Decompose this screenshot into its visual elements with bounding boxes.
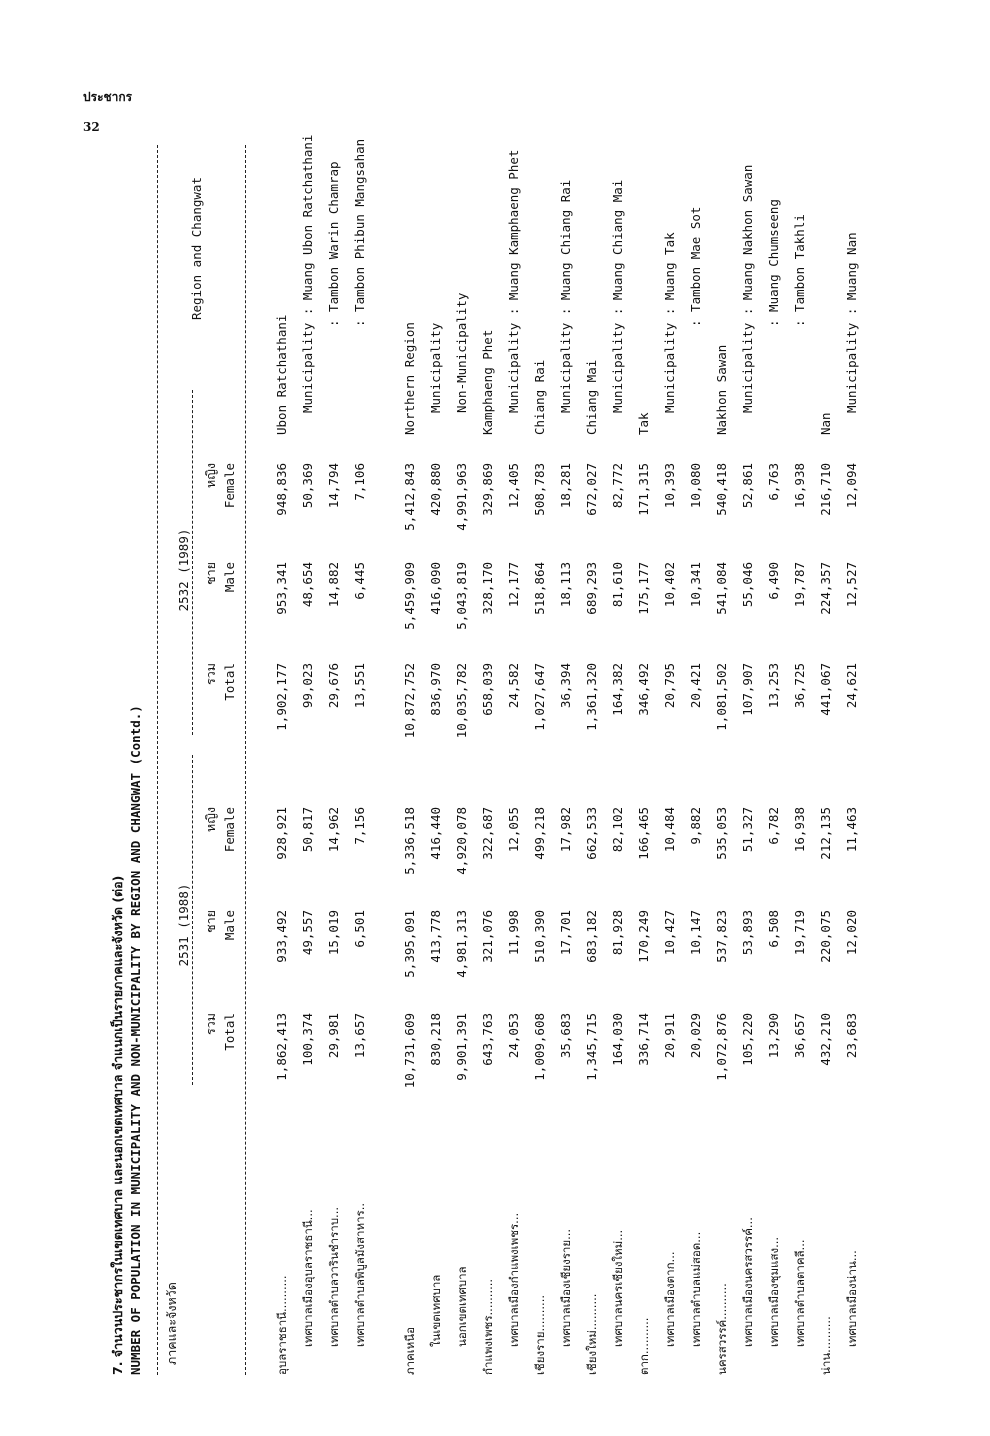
cell-col-4: 13,253: [766, 663, 781, 709]
row-label-english: : Tambon Warin Chamrap: [326, 161, 341, 327]
cell-col-4: 20,795: [662, 663, 677, 709]
row-label-english: Chiang Mai: [584, 359, 599, 435]
row-label-english: : Tambon Phibun Mangsahan: [352, 138, 367, 327]
row-label-english: Chiang Rai: [532, 359, 547, 435]
cell-col-2: 17,701: [558, 910, 573, 956]
col-header-3-en: Female: [222, 807, 237, 853]
row-label-thai: นครสวรรค์..........: [715, 1283, 729, 1375]
row-label-thai: เทศบาลเมืองอุบลราชธานี...: [301, 1209, 315, 1347]
row-label-thai: เทศบาลเมืองน่าน...: [845, 1250, 859, 1347]
row-label-english: Municipality : Muang Chiang Mai: [610, 179, 625, 413]
row-label-thai: เทศบาลตำบลตาคลี...: [793, 1239, 807, 1347]
cell-col-6: 16,938: [792, 463, 807, 509]
row-label-thai: เทศบาลตำบลแม่สอด...: [689, 1231, 703, 1347]
cell-col-5: 12,177: [506, 562, 521, 608]
cell-col-6: 508,783: [532, 463, 547, 516]
cell-col-5: 14,882: [326, 562, 341, 608]
cell-col-2: 49,557: [300, 910, 315, 956]
row-label-thai: เทศบาลตำบลพิบูลมังสาหาร..: [353, 1202, 367, 1347]
cell-col-3: 662,533: [584, 807, 599, 860]
cell-col-3: 6,782: [766, 807, 781, 845]
cell-col-5: 518,864: [532, 562, 547, 615]
cell-col-2: 683,182: [584, 910, 599, 963]
cell-col-6: 948,836: [274, 463, 289, 516]
cell-col-5: 81,610: [610, 562, 625, 608]
row-label-english: Municipality : Muang Chiang Rai: [558, 179, 573, 413]
cell-col-2: 170,249: [636, 910, 651, 963]
cell-col-5: 328,170: [480, 562, 495, 615]
row-label-english: Municipality : Muang Nakhon Sawan: [740, 164, 755, 413]
cell-col-6: 5,412,843: [402, 463, 417, 531]
cell-col-6: 420,880: [428, 463, 443, 516]
rotated-table: [100, 65, 880, 1375]
cell-col-6: 329,869: [480, 463, 495, 516]
cell-col-4: 29,676: [326, 663, 341, 709]
cell-col-1: 20,911: [662, 1013, 677, 1059]
table-title-english: NUMBER OF POPULATION IN MUNICIPALITY AND NON-MUNICIPALITY BY REGION AND CHANGWAT (Contd.): [128, 705, 143, 1375]
cell-col-5: 953,341: [274, 562, 289, 615]
cell-col-5: 6,490: [766, 562, 781, 600]
cell-col-1: 1,862,413: [274, 1013, 289, 1081]
cell-col-5: 224,357: [818, 562, 833, 615]
year-1989-header: 2532 (1989): [176, 528, 191, 612]
col-header-1-en: Total: [222, 1013, 237, 1051]
cell-col-4: 658,039: [480, 663, 495, 716]
cell-col-1: 1,009,608: [532, 1013, 547, 1081]
cell-col-5: 10,402: [662, 562, 677, 608]
row-label-thai: นอกเขตเทศบาล: [455, 1266, 469, 1347]
cell-col-3: 5,336,518: [402, 807, 417, 875]
cell-col-6: 10,080: [688, 463, 703, 509]
top-rule: [157, 145, 158, 1375]
cell-col-2: 5,395,091: [402, 910, 417, 978]
cell-col-3: 499,218: [532, 807, 547, 860]
cell-col-5: 689,293: [584, 562, 599, 615]
cell-col-2: 53,893: [740, 910, 755, 956]
row-label-english: Tak: [636, 412, 651, 435]
cell-col-5: 541,084: [714, 562, 729, 615]
cell-col-6: 7,106: [352, 463, 367, 501]
cell-col-1: 336,714: [636, 1013, 651, 1066]
cell-col-1: 36,657: [792, 1013, 807, 1059]
cell-col-1: 20,029: [688, 1013, 703, 1059]
year-1989-rule: [192, 390, 193, 735]
cell-col-1: 13,657: [352, 1013, 367, 1059]
col-header-3-th: หญิง: [203, 807, 218, 832]
cell-col-5: 416,090: [428, 562, 443, 615]
row-label-english: Municipality : Muang Ubon Ratchathani: [300, 134, 315, 413]
row-label-english: Northern Region: [402, 322, 417, 435]
col-header-1-th: รวม: [203, 1013, 218, 1035]
row-label-english: Municipality : Muang Tak: [662, 232, 677, 413]
cell-col-4: 10,035,782: [454, 663, 469, 739]
row-label-thai: เทศบาลเมืองเชียงราย...: [559, 1228, 573, 1347]
cell-col-3: 16,938: [792, 807, 807, 853]
cell-col-4: 10,872,752: [402, 663, 417, 739]
row-label-english: Kamphaeng Phet: [480, 329, 495, 435]
cell-col-6: 18,281: [558, 463, 573, 509]
row-label-thai: เทศบาลเมืองชุมแสง...: [767, 1236, 781, 1347]
cell-col-4: 107,907: [740, 663, 755, 716]
row-label-thai: เทศบาลเมืองนครสวรรค์...: [741, 1217, 755, 1347]
cell-col-4: 1,081,502: [714, 663, 729, 731]
cell-col-2: 537,823: [714, 910, 729, 963]
cell-col-6: 540,418: [714, 463, 729, 516]
row-label-english: : Muang Chumseeng: [766, 199, 781, 327]
cell-col-2: 15,019: [326, 910, 341, 956]
cell-col-1: 29,981: [326, 1013, 341, 1059]
cell-col-3: 212,135: [818, 807, 833, 860]
cell-col-3: 9,882: [688, 807, 703, 845]
row-label-thai: เทศบาลตำบลวารินชำราบ...: [327, 1206, 341, 1347]
cell-col-5: 12,527: [844, 562, 859, 608]
cell-col-1: 35,683: [558, 1013, 573, 1059]
col-header-5-en: Male: [222, 562, 237, 593]
cell-col-1: 100,374: [300, 1013, 315, 1066]
cell-col-6: 6,763: [766, 463, 781, 501]
row-label-english: : Tambon Takhli: [792, 214, 807, 327]
cell-col-4: 20,421: [688, 663, 703, 709]
cell-col-2: 6,508: [766, 910, 781, 948]
cell-col-4: 836,970: [428, 663, 443, 716]
cell-col-4: 36,725: [792, 663, 807, 709]
cell-col-2: 12,020: [844, 910, 859, 956]
cell-col-2: 4,981,313: [454, 910, 469, 978]
cell-col-5: 48,654: [300, 562, 315, 608]
cell-col-2: 413,778: [428, 910, 443, 963]
row-label-thai: น่าน..........: [819, 1316, 833, 1375]
row-label-thai: ในเขตเทศบาล: [429, 1274, 443, 1347]
row-label-thai: ภาคเหนือ: [403, 1326, 417, 1375]
col-header-4-th: รวม: [203, 663, 218, 685]
col-header-6-th: หญิง: [203, 463, 218, 488]
cell-col-3: 17,982: [558, 807, 573, 853]
cell-col-6: 12,405: [506, 463, 521, 509]
cell-col-3: 82,102: [610, 807, 625, 853]
cell-col-2: 6,501: [352, 910, 367, 948]
cell-col-4: 346,492: [636, 663, 651, 716]
cell-col-4: 13,551: [352, 663, 367, 709]
cell-col-6: 82,772: [610, 463, 625, 509]
cell-col-3: 10,484: [662, 807, 677, 853]
row-label-thai: กำแพงเพชร..........: [481, 1278, 495, 1375]
cell-col-4: 24,582: [506, 663, 521, 709]
cell-col-6: 10,393: [662, 463, 677, 509]
row-label-english: Municipality : Muang Nan: [844, 232, 859, 413]
row-label-thai: เทศบาลเมืองตาก...: [663, 1251, 677, 1347]
year-1988-rule: [192, 755, 193, 1085]
cell-col-5: 175,177: [636, 562, 651, 615]
row-label-english: Municipality : Muang Kamphaeng Phet: [506, 149, 521, 413]
cell-col-1: 432,210: [818, 1013, 833, 1066]
cell-col-3: 322,687: [480, 807, 495, 860]
row-label-english: Nakhon Sawan: [714, 344, 729, 435]
cell-col-4: 99,023: [300, 663, 315, 709]
cell-col-4: 1,361,320: [584, 663, 599, 731]
row-label-thai: เทศบาลเมืองกำแพงเพชร...: [507, 1212, 521, 1347]
cell-col-2: 321,076: [480, 910, 495, 963]
cell-col-3: 166,465: [636, 807, 651, 860]
cell-col-1: 10,731,609: [402, 1013, 417, 1089]
cell-col-3: 14,962: [326, 807, 341, 853]
cell-col-4: 24,621: [844, 663, 859, 709]
region-header-thai: ภาคและจังหวัด: [164, 1282, 179, 1365]
cell-col-5: 19,787: [792, 562, 807, 608]
cell-col-5: 6,445: [352, 562, 367, 600]
row-label-english: Non-Municipality: [454, 292, 469, 413]
cell-col-6: 672,027: [584, 463, 599, 516]
cell-col-1: 9,901,391: [454, 1013, 469, 1081]
cell-col-2: 10,427: [662, 910, 677, 956]
header-rule: [245, 145, 246, 1375]
row-label-english: Nan: [818, 412, 833, 435]
cell-col-2: 11,998: [506, 910, 521, 956]
row-label-english: Municipality: [428, 322, 443, 413]
col-header-2-en: Male: [222, 910, 237, 941]
cell-col-2: 933,492: [274, 910, 289, 963]
row-label-thai: อุบลราชธานี..........: [275, 1275, 289, 1375]
cell-col-3: 928,921: [274, 807, 289, 860]
cell-col-3: 11,463: [844, 807, 859, 853]
region-header-english: Region and Changwat: [189, 177, 204, 320]
cell-col-6: 12,094: [844, 463, 859, 509]
col-header-2-th: ชาย: [203, 910, 218, 933]
cell-col-3: 4,920,078: [454, 807, 469, 875]
cell-col-5: 18,113: [558, 562, 573, 608]
cell-col-2: 510,390: [532, 910, 547, 963]
cell-col-4: 36,394: [558, 663, 573, 709]
row-label-thai: เชียงใหม่..........: [585, 1293, 599, 1375]
row-label-thai: ตาก..........: [637, 1317, 651, 1375]
cell-col-1: 23,683: [844, 1013, 859, 1059]
row-label-thai: เชียงราย..........: [533, 1294, 547, 1375]
cell-col-1: 830,218: [428, 1013, 443, 1066]
cell-col-6: 171,315: [636, 463, 651, 516]
cell-col-4: 441,067: [818, 663, 833, 716]
cell-col-4: 1,902,177: [274, 663, 289, 731]
cell-col-5: 10,341: [688, 562, 703, 608]
cell-col-6: 50,369: [300, 463, 315, 509]
cell-col-3: 7,156: [352, 807, 367, 845]
cell-col-4: 164,382: [610, 663, 625, 716]
row-label-english: Ubon Ratchathani: [274, 314, 289, 435]
cell-col-1: 13,290: [766, 1013, 781, 1059]
col-header-5-th: ชาย: [203, 562, 218, 585]
cell-col-6: 4,991,963: [454, 463, 469, 531]
cell-col-3: 416,440: [428, 807, 443, 860]
cell-col-1: 1,072,876: [714, 1013, 729, 1081]
row-label-thai: เทศบาลนครเชียงใหม่...: [611, 1229, 625, 1347]
cell-col-6: 52,861: [740, 463, 755, 509]
cell-col-2: 220,075: [818, 910, 833, 963]
cell-col-2: 10,147: [688, 910, 703, 956]
cell-col-1: 164,030: [610, 1013, 625, 1066]
year-1988-header: 2531 (1988): [176, 883, 191, 967]
cell-col-5: 5,043,819: [454, 562, 469, 630]
col-header-6-en: Female: [222, 463, 237, 509]
cell-col-1: 1,345,715: [584, 1013, 599, 1081]
cell-col-3: 51,327: [740, 807, 755, 853]
cell-col-1: 105,220: [740, 1013, 755, 1066]
cell-col-6: 216,710: [818, 463, 833, 516]
cell-col-5: 5,459,909: [402, 562, 417, 630]
cell-col-3: 12,055: [506, 807, 521, 853]
cell-col-5: 55,046: [740, 562, 755, 608]
page-number: 32: [83, 120, 100, 134]
cell-col-3: 535,053: [714, 807, 729, 860]
cell-col-1: 24,053: [506, 1013, 521, 1059]
cell-col-2: 81,928: [610, 910, 625, 956]
cell-col-1: 643,763: [480, 1013, 495, 1066]
cell-col-4: 1,027,647: [532, 663, 547, 731]
cell-col-6: 14,794: [326, 463, 341, 509]
cell-col-3: 50,817: [300, 807, 315, 853]
cell-col-2: 19,719: [792, 910, 807, 956]
row-label-english: : Tambon Mae Sot: [688, 206, 703, 327]
table-title-thai: 7. จำนวนประชากรในเขตเทศบาล และนอกเขตเทศบาล จำแนกเป็นรายภาคและจังหวัด (ต่อ): [110, 875, 125, 1375]
page-header-thai: ประชากร: [83, 90, 133, 104]
col-header-4-en: Total: [222, 663, 237, 701]
